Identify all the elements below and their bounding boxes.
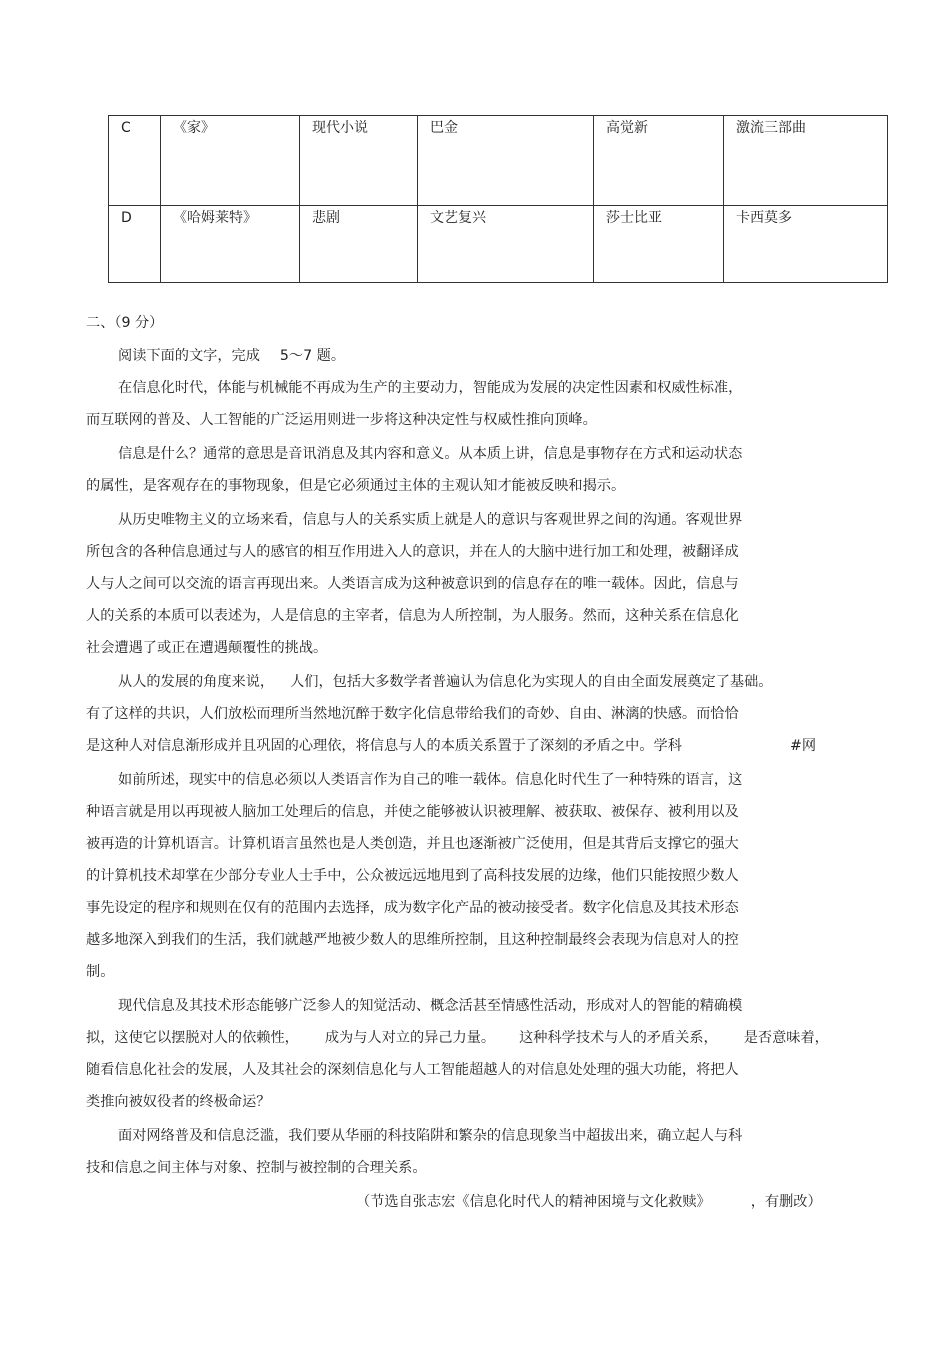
paragraph-line: 有了这样的共识，人们放松而理所当然地沉醉于数字化信息带给我们的奇妙、自由、淋漓的快感。而恰恰	[86, 706, 739, 722]
source-title: （节选自张志宏《信息化时代人的精神困境与文化救赎》	[356, 1194, 711, 1210]
paragraph-fragment: 是这种人对信息渐形成并且巩固的心理依，将信息与人的本质关系置于了深刻的矛盾之中。学科	[86, 738, 682, 754]
instruction	[118, 346, 345, 366]
table-cell: 高觉新	[594, 116, 724, 206]
table-row	[109, 206, 888, 283]
paragraph-line: 社会遭遇了或正在遭遇颠覆性的挑战。	[86, 640, 328, 656]
paragraph-line: 人与人之间可以交流的语言再现出来。人类语言成为这种被意识到的信息存在的唯一载体。因此，信息与	[86, 576, 739, 592]
table-cell: 巴金	[418, 116, 594, 206]
paragraph-line: 而互联网的普及、人工智能的广泛运用则进一步将这种决定性与权威性推向顶峰。	[86, 412, 597, 428]
paragraph-fragment: 人们，包括大多数学者普遍认为信息化为实现人的自由全面发展奠定了基础。	[290, 674, 773, 690]
paragraph-line: 面对网络普及和信息泛滥，我们要从华丽的科技陷阱和繁杂的信息现象当中超拔出来，确立起人与科	[118, 1128, 743, 1144]
instruction-range: 5～7 题。	[279, 348, 346, 364]
paragraph-line: 的属性，是客观存在的事物现象，但是它必须通过主体的主观认知才能被反映和揭示。	[86, 478, 626, 494]
paragraph-line: 在信息化时代，体能与机械能不再成为生产的主要动力，智能成为发展的决定性因素和权威性标准，	[118, 380, 743, 396]
table-cell: 莎士比亚	[594, 206, 724, 283]
paragraph-line: 随看信息化社会的发展，人及其社会的深刻信息化与人工智能超越人的对信息处处理的强大功能，将把人	[86, 1062, 739, 1078]
literature-table	[108, 115, 888, 283]
source-note: ，有删改）	[750, 1194, 822, 1210]
paragraph-line: 信息是什么？通常的意思是音讯消息及其内容和意义。从本质上讲，信息是事物存在方式和运动状态	[118, 446, 743, 462]
paragraph-line: 制。	[86, 964, 115, 980]
paragraph-line	[118, 672, 772, 692]
paragraph-line: 的计算机技术却掌在少部分专业人士手中，公众被远远地甩到了高科技发展的边缘，他们只能按照少数人	[86, 868, 739, 884]
watermark-text: #网	[790, 738, 817, 754]
paragraph-line: 现代信息及其技术形态能够广泛参人的知觉活动、概念活甚至情感性活动，形成对人的智能的精确模	[118, 998, 743, 1014]
paragraph-line: 所包含的各种信息通过与人的感官的相互作用进入人的意识，并在人的大脑中进行加工和处理，被翻译成	[86, 544, 739, 560]
option-label: C	[109, 116, 161, 206]
paragraph-line: 如前所述，现实中的信息必须以人类语言作为自己的唯一载体。信息化时代生了一种特殊的语言，这	[118, 772, 743, 788]
paragraph-fragment: 成为与人对立的异己力量。	[324, 1030, 496, 1046]
table-cell: 文艺复兴	[418, 206, 594, 283]
source-citation	[356, 1192, 822, 1212]
table-cell: 《哈姆莱特》	[161, 206, 300, 283]
paragraph-line: 越多地深入到我们的生活，我们就越严地被少数人的思维所控制，且这种控制最终会表现为信息对人的控	[86, 932, 739, 948]
section-heading: 二、（9 分）	[86, 315, 164, 331]
paragraph-line: 从历史唯物主义的立场来看，信息与人的关系实质上就是人的意识与客观世界之间的沟通。客观世界	[118, 512, 743, 528]
table-cell: 现代小说	[300, 116, 418, 206]
table-cell: 激流三部曲	[724, 116, 888, 206]
table-cell: 《家》	[161, 116, 300, 206]
instruction-text: 阅读下面的文字，完成	[118, 348, 260, 364]
paragraph-line: 人的关系的本质可以表述为，人是信息的主宰者，信息为人所控制，为人服务。然而，这种关系在信息化	[86, 608, 739, 624]
paragraph-line: 类推向被奴役者的终极命运？	[86, 1094, 271, 1110]
table-cell: 悲剧	[300, 206, 418, 283]
paragraph-fragment: 是否意味着，	[743, 1030, 829, 1046]
paragraph-line: 技和信息之间主体与对象、控制与被控制的合理关系。	[86, 1160, 427, 1176]
table-cell: 卡西莫多	[724, 206, 888, 283]
table-row	[109, 116, 888, 206]
paragraph-line	[86, 1028, 829, 1048]
option-label: D	[109, 206, 161, 283]
paragraph-fragment: 拟，这使它以摆脱对人的依赖性，	[86, 1030, 299, 1046]
paragraph-line: 种语言就是用以再现被人脑加工处理后的信息，并使之能够被认识被理解、被获取、被保存、被利用以及	[86, 804, 739, 820]
paragraph-line	[86, 736, 682, 756]
paragraph-fragment: 从人的发展的角度来说，	[118, 674, 275, 690]
paragraph-line: 被再造的计算机语言。计算机语言虽然也是人类创造，并且也逐渐被广泛使用，但是其背后支撑它的强大	[86, 836, 739, 852]
paragraph-fragment: 这种科学技术与人的矛盾关系，	[519, 1030, 718, 1046]
paragraph-line: 事先设定的程序和规则在仅有的范围内去选择，成为数字化产品的被动接受者。数字化信息及其技术形态	[86, 900, 739, 916]
